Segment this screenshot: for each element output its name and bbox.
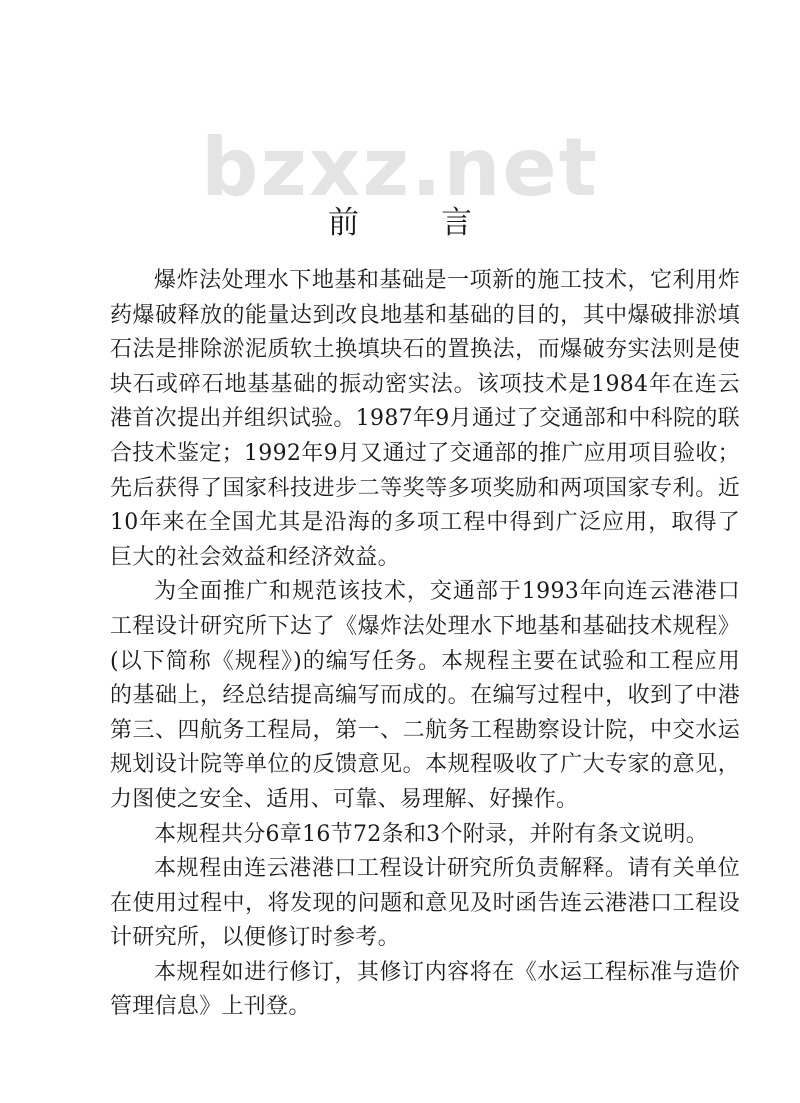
paragraph-intro: 爆炸法处理水下地基和基础是一项新的施工技术，它利用炸药爆破释放的能量达到改良地基和基础的目的，其中爆破排淤填石法是排除淤泥质软土换填块石的置换法，而爆破夯实法则是使块石或碎石地基基础的振动密实法。该项技术是1984年在连云港首次提出并组织试验。1987年9月通过了交通部和中科院的联合技术鉴定；1992年9月又通过了交通部的推广应用项目验收；先后获得了国家科技进步二等奖等多项奖励和两项国家专利。近10年来在全国尤其是沿海的多项工程中得到广泛应用，取得了巨大的社会效益和经济效益。	[110, 268, 740, 570]
body-text	[110, 264, 740, 1025]
paragraph-interpretation: 本规程由连云港港口工程设计研究所负责解释。请有关单位在使用过程中，将发现的问题和意见及时函告连云港港口工程设计研究所，以便修订时参考。	[110, 856, 740, 951]
page-title: 前言	[328, 205, 554, 241]
paragraph-revision: 本规程如进行修订，其修订内容将在《水运工程标准与造价管理信息》上刊登。	[110, 959, 740, 1020]
watermark: bzxz.net	[201, 121, 599, 214]
paragraph-structure: 本规程共分6章16节72条和3个附录，并附有条文说明。	[154, 821, 709, 847]
paragraph-background: 为全面推广和规范该技术，交通部于1993年向连云港港口工程设计研究所下达了《爆炸法处理水下地基和基础技术规程》(以下简称《规程》)的编写任务。本规程主要在试验和工程应用的基础上，经总结提高编写而成的。在编写过程中，收到了中港第三、四航务工程局，第一、二航务工程勘察设计院，中交水运规划设计院等单位的反馈意见。本规程吸收了广大专家的意见，力图使之安全、适用、可靠、易理解、好操作。	[110, 579, 740, 812]
